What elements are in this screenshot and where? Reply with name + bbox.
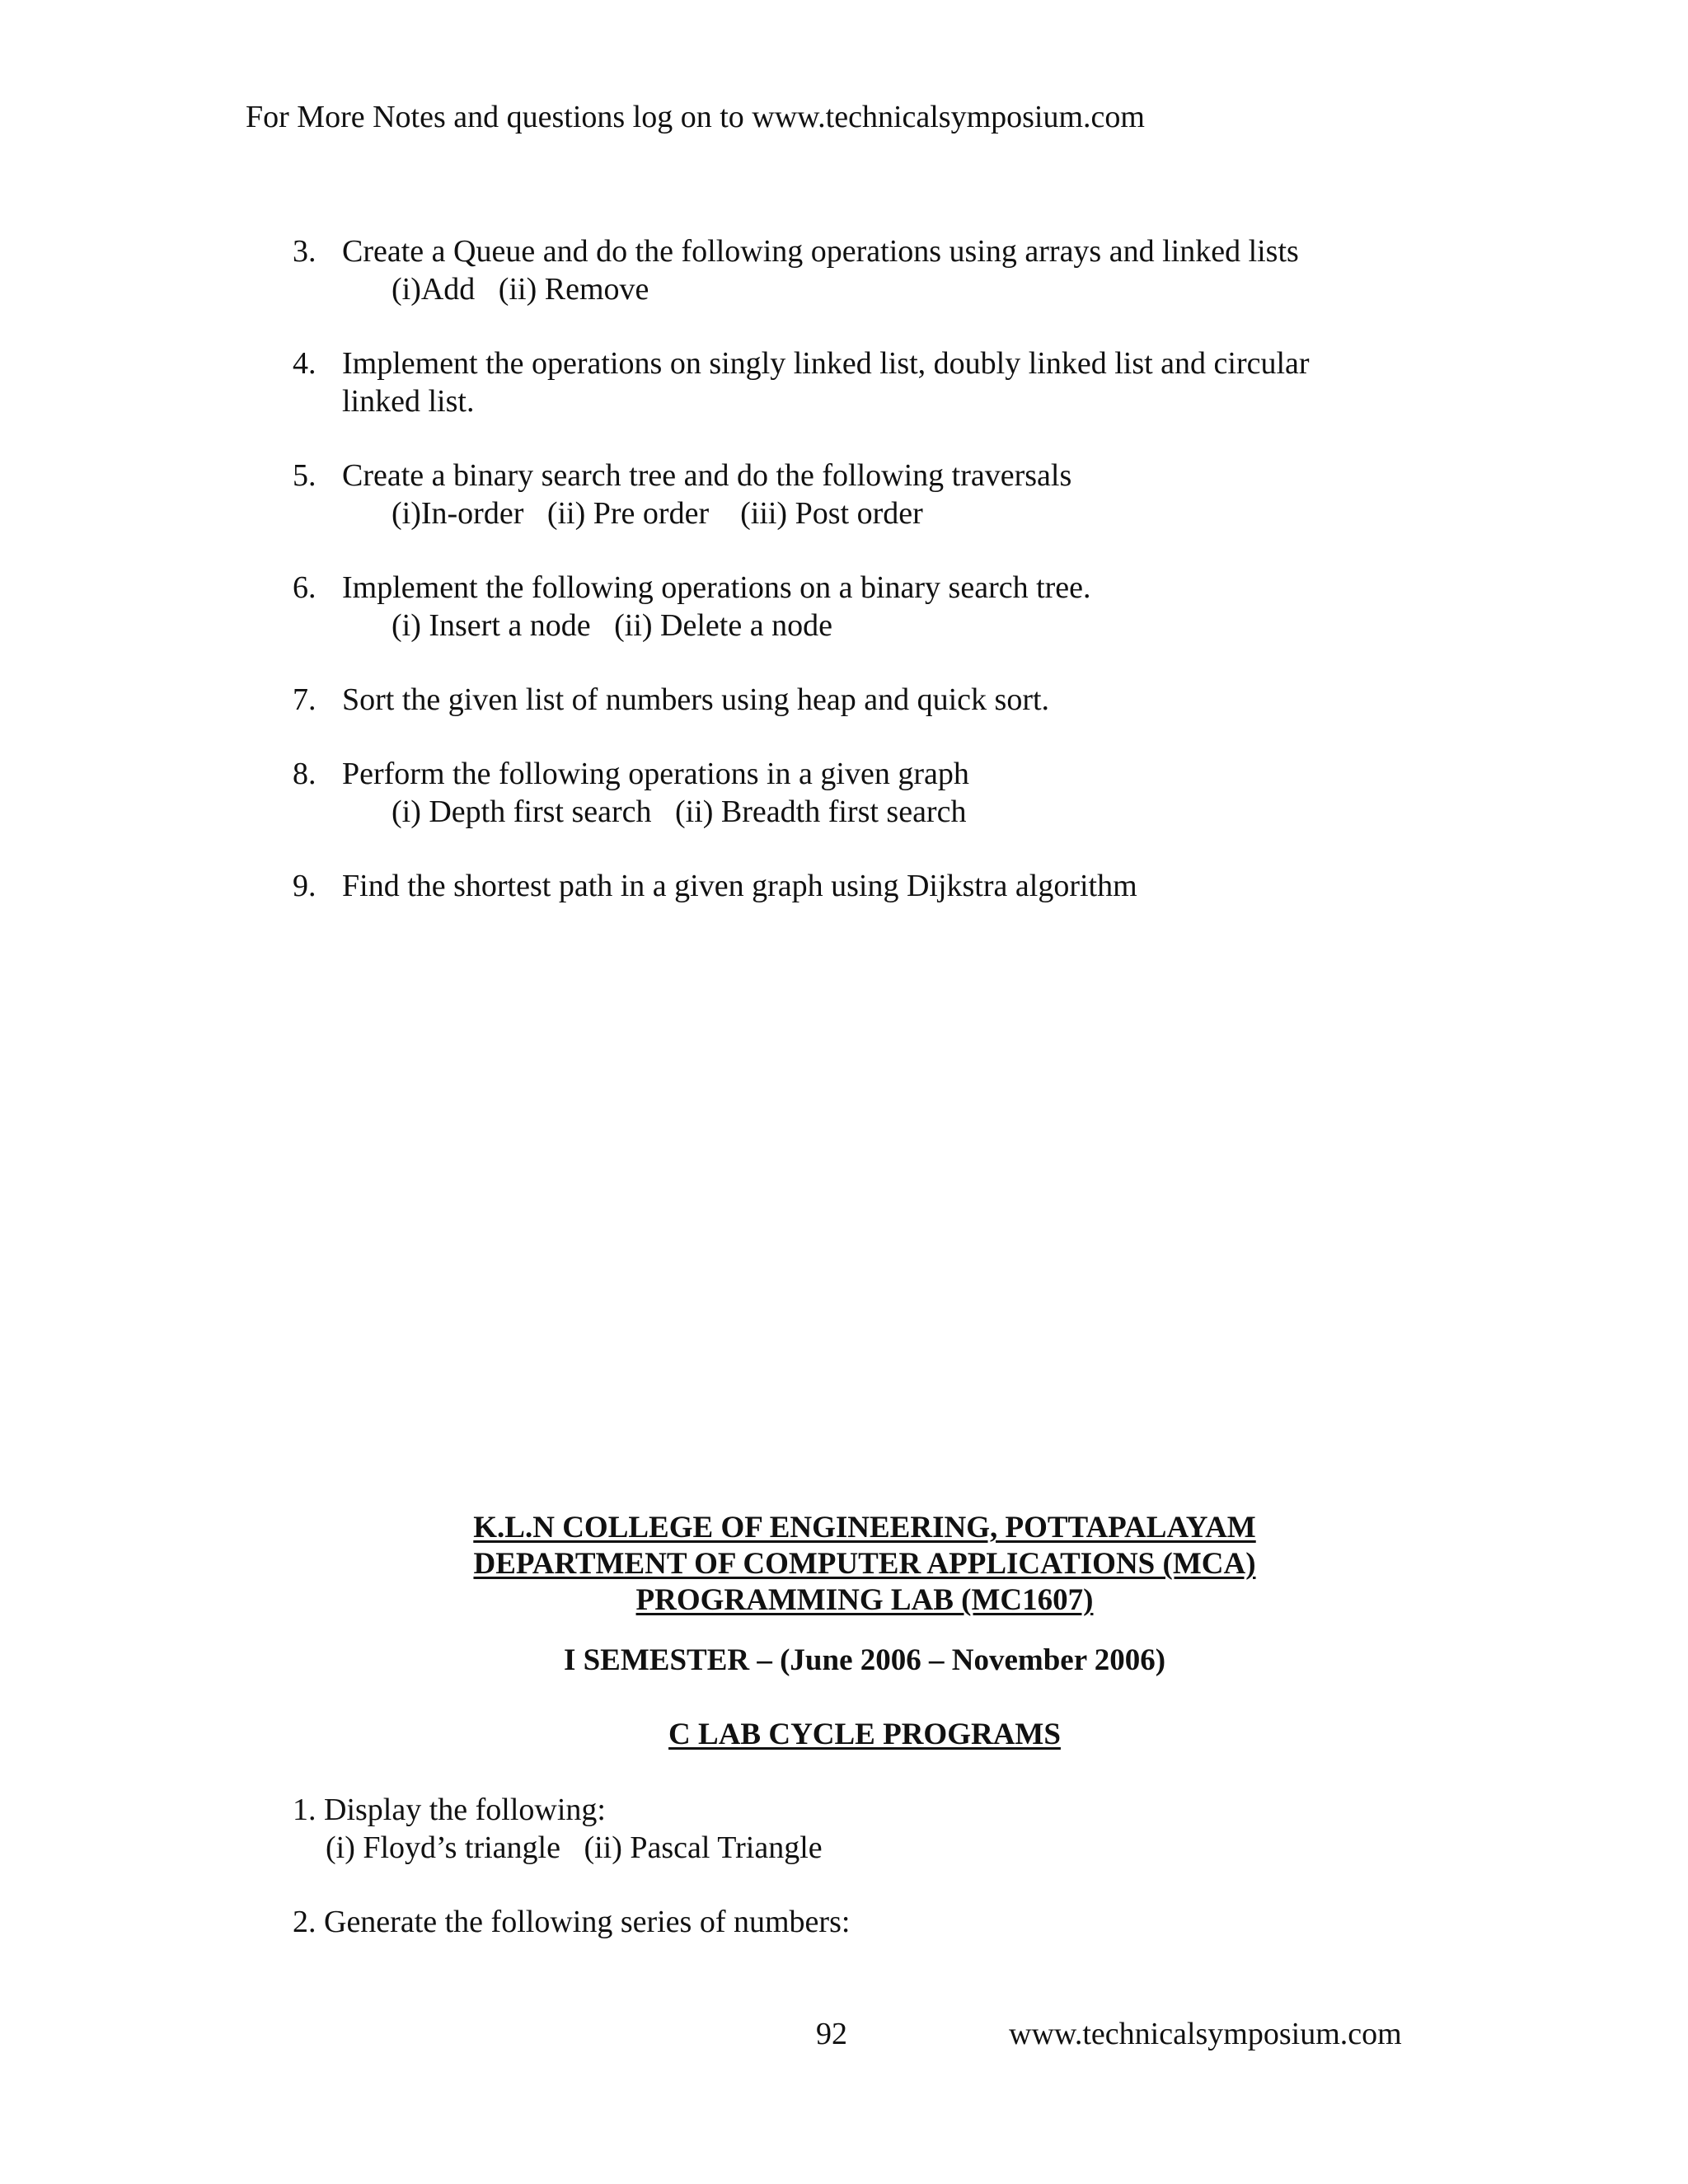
semester-text: I SEMESTER – (June 2006 – November 2006) [563, 1643, 1166, 1677]
item-number: 8. [293, 757, 316, 791]
item-number: 4. [293, 346, 316, 381]
list-item [293, 569, 1447, 644]
semester-heading [0, 1643, 1688, 1679]
item-number: 5. [293, 458, 316, 493]
cycle-heading [0, 1717, 1688, 1753]
item-subtext: (i)Add (ii) Remove [392, 272, 649, 307]
college-name: K.L.N COLLEGE OF ENGINEERING, POTTAPALAYAM [473, 1511, 1256, 1544]
item-text: Implement the operations on singly linked list, doubly linked list and circular linked list. [342, 346, 1310, 419]
list-item [293, 755, 1447, 831]
list-item [293, 344, 1447, 420]
item-text: Create a Queue and do the following operations using arrays and linked lists [342, 234, 1299, 269]
list-item [293, 232, 1447, 308]
list-item [293, 1903, 1447, 1941]
list-item [293, 867, 1447, 905]
department-name: DEPARTMENT OF COMPUTER APPLICATIONS (MCA) [473, 1547, 1256, 1581]
item-subtext: (i) Depth first search (ii) Breadth first search [392, 794, 967, 829]
lab-name: PROGRAMMING LAB (MC1607) [635, 1583, 1094, 1617]
lab-exercise-list [293, 232, 1447, 941]
college-heading [0, 1510, 1688, 1619]
list-item [293, 681, 1447, 719]
item-number: 7. [293, 682, 316, 717]
item-number: 3. [293, 234, 316, 269]
header-note: For More Notes and questions log on to www.technicalsymposium.com [246, 100, 1145, 134]
item-text: Implement the following operations on a binary search tree. [342, 570, 1091, 605]
list-item [293, 1791, 1447, 1867]
item-text: Find the shortest path in a given graph using Dijkstra algorithm [342, 869, 1137, 903]
list-item [293, 457, 1447, 532]
item-text: Perform the following operations in a given graph [342, 757, 969, 791]
item-text: 1. Display the following: [293, 1793, 606, 1827]
c-program-list [293, 1791, 1447, 1977]
item-subtext: (i)In-order (ii) Pre order (iii) Post order [392, 496, 923, 531]
item-text: Sort the given list of numbers using heap and quick sort. [342, 682, 1050, 717]
item-subtext: (i) Insert a node (ii) Delete a node [392, 608, 832, 643]
page-number: 92 [816, 2017, 847, 2051]
item-text: 2. Generate the following series of numbers: [293, 1905, 851, 1939]
footer-website: www.technicalsymposium.com [1009, 2017, 1402, 2051]
item-subtext: (i) Floyd’s triangle (ii) Pascal Triangle [326, 1830, 823, 1865]
cycle-title: C LAB CYCLE PROGRAMS [668, 1718, 1061, 1751]
item-number: 9. [293, 869, 316, 903]
item-number: 6. [293, 570, 316, 605]
item-text: Create a binary search tree and do the following traversals [342, 458, 1072, 493]
